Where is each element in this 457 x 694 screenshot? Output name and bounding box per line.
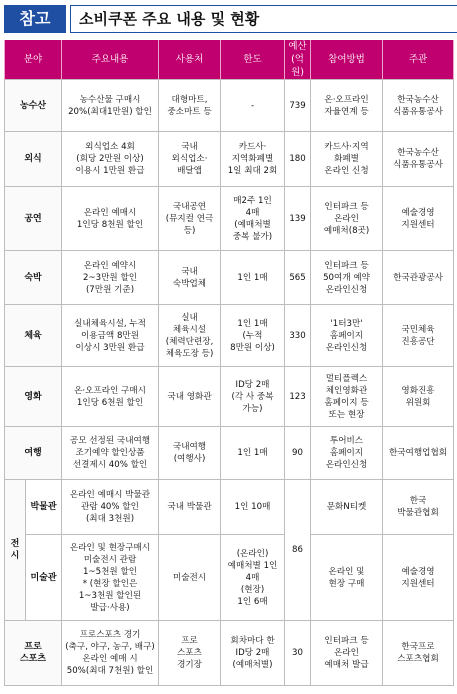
limit-cell: 1인 10매: [221, 480, 285, 535]
field-cell: 농수산: [5, 80, 62, 132]
table-row: [5, 367, 454, 427]
field-cell: 체육: [5, 305, 62, 367]
col-org: 주관: [383, 40, 454, 80]
limit-cell: 1인 1매 (누적 8만원 이상): [221, 305, 285, 367]
place-cell: 국내 외식업소· 배달앱: [159, 132, 221, 187]
table-row: [5, 535, 454, 621]
col-place: 사용처: [159, 40, 221, 80]
budget-cell: 90: [285, 427, 311, 480]
method-cell: 인터파크 등 온라인 예매처 발급: [311, 621, 383, 686]
method-cell: 카드사·지역 화폐별 온라인 신청: [311, 132, 383, 187]
org-cell: 영화진흥 위원회: [383, 367, 454, 427]
table-row: [5, 132, 454, 187]
content-cell: 온라인 예매시 1인당 8천원 할인: [62, 187, 159, 251]
org-cell: 한국프로 스포츠협회: [383, 621, 454, 686]
table-row: [5, 480, 454, 535]
method-cell: 온·오프라인 자율연계 등: [311, 80, 383, 132]
place-cell: 국내 숙박업체: [159, 251, 221, 305]
method-cell: 멀티플렉스 체인영화관 홈페이지 등 또는 현장: [311, 367, 383, 427]
method-cell: '1터3만' 홈페이지 온라인신청: [311, 305, 383, 367]
field-cell: 숙박: [5, 251, 62, 305]
field-cell-exhibit: 전 시: [5, 480, 26, 621]
subfield-cell: 미술관: [26, 535, 62, 621]
table-row: [5, 187, 454, 251]
org-cell: 한국관광공사: [383, 251, 454, 305]
method-cell: 인터파크 등 온라인 예매처(8곳): [311, 187, 383, 251]
limit-cell: 카드사· 지역화폐별 1일 최대 2회: [221, 132, 285, 187]
table-row: [5, 427, 454, 480]
field-cell: 외식: [5, 132, 62, 187]
table-row: [5, 80, 454, 132]
reference-badge: 참고: [4, 5, 66, 33]
field-cell: 여행: [5, 427, 62, 480]
coupon-table: [4, 40, 454, 686]
content-cell: 프로스포츠 경기 (축구, 야구, 농구, 배구) 온라인 예매 시 50%(최대 7천원) 할인: [62, 621, 159, 686]
table-row: [5, 305, 454, 367]
limit-cell: ID당 2매 (각 사 중복 가능): [221, 367, 285, 427]
budget-cell: 86: [285, 480, 311, 621]
org-cell: 한국농수산 식품유통공사: [383, 80, 454, 132]
page-header: [4, 5, 453, 33]
content-cell: 온라인 및 현장구매시 미술전시 관람 1~5천원 할인 * (현장 할인은 1~3천원 할인된 발급·사용): [62, 535, 159, 621]
col-budget: 예산 (억원): [285, 40, 311, 80]
place-cell: 국내 박물관: [159, 480, 221, 535]
content-cell: 온·오프라인 구매시 1인당 6천원 할인: [62, 367, 159, 427]
table-header-row: [5, 40, 454, 80]
place-cell: 국내공연 (뮤지컬 연극 등): [159, 187, 221, 251]
limit-cell: 회차마다 한 ID당 2매 (예매처별): [221, 621, 285, 686]
org-cell: 국민체육 진흥공단: [383, 305, 454, 367]
method-cell: 문화N티켓: [311, 480, 383, 535]
content-cell: 실내체육시설, 누적 이용금액 8만원 이상시 3만원 환급: [62, 305, 159, 367]
org-cell: 한국농수산 식품유통공사: [383, 132, 454, 187]
budget-cell: 30: [285, 621, 311, 686]
content-cell: 온라인 예약시 2~3만원 할인 (7만원 기준): [62, 251, 159, 305]
budget-cell: 180: [285, 132, 311, 187]
field-cell: 공연: [5, 187, 62, 251]
limit-cell: 1인 1매: [221, 251, 285, 305]
col-field: 분야: [5, 40, 62, 80]
org-cell: 예술경영 지원센터: [383, 535, 454, 621]
budget-cell: 739: [285, 80, 311, 132]
limit-cell: 1인 1매: [221, 427, 285, 480]
table-row: [5, 621, 454, 686]
place-cell: 미술전시: [159, 535, 221, 621]
place-cell: 실내 체육시설 (체력단련장, 체육도장 등): [159, 305, 221, 367]
method-cell: 인터파크 등 50여개 예약 온라인신청: [311, 251, 383, 305]
content-cell: 공모 선정된 국내여행 조기예약 할인상품 선결제시 40% 할인: [62, 427, 159, 480]
content-cell: 농수산물 구매시 20%(최대1만원) 할인: [62, 80, 159, 132]
place-cell: 국내여행 (여행사): [159, 427, 221, 480]
content-cell: 외식업소 4회 (회당 2만원 이상) 이용시 1만원 환급: [62, 132, 159, 187]
place-cell: 국내 영화관: [159, 367, 221, 427]
col-content: 주요내용: [62, 40, 159, 80]
limit-cell: (온라인) 예매처별 1인 4매 (현장) 1인 6매: [221, 535, 285, 621]
page-title: 소비쿠폰 주요 내용 및 현황: [70, 5, 457, 33]
place-cell: 프로 스포츠 경기장: [159, 621, 221, 686]
limit-cell: -: [221, 80, 285, 132]
place-cell: 대형마트, 중소마트 등: [159, 80, 221, 132]
col-limit: 한도: [221, 40, 285, 80]
budget-cell: 330: [285, 305, 311, 367]
limit-cell: 매2주 1인 4매 (예매처별 중복 불가): [221, 187, 285, 251]
budget-cell: 565: [285, 251, 311, 305]
method-cell: 투어비스 홈페이지 온라인신청: [311, 427, 383, 480]
col-method: 참여방법: [311, 40, 383, 80]
org-cell: 한국 박물관협회: [383, 480, 454, 535]
org-cell: 한국여행업협회: [383, 427, 454, 480]
subfield-cell: 박물관: [26, 480, 62, 535]
method-cell: 온라인 및 현장 구매: [311, 535, 383, 621]
table-row: [5, 251, 454, 305]
budget-cell: 139: [285, 187, 311, 251]
field-cell: 프로 스포츠: [5, 621, 62, 686]
org-cell: 예술경영 지원센터: [383, 187, 454, 251]
field-cell: 영화: [5, 367, 62, 427]
budget-cell: 123: [285, 367, 311, 427]
content-cell: 온라인 예매시 박물관 관람 40% 할인 (최대 3천원): [62, 480, 159, 535]
